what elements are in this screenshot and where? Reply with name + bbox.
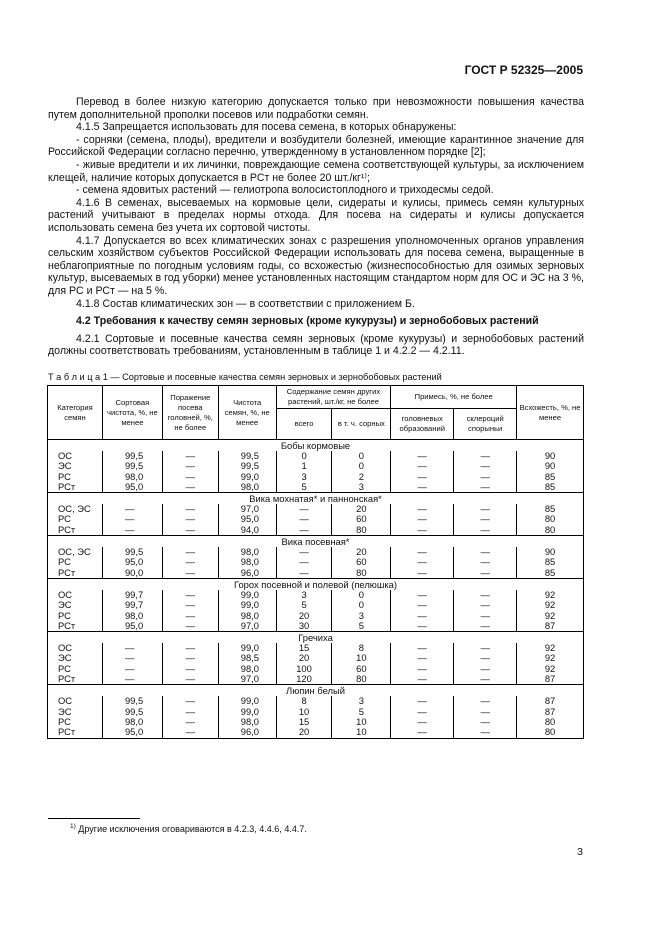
table-cell: РСт bbox=[48, 568, 103, 579]
table-row bbox=[48, 525, 584, 536]
table-cell: — bbox=[391, 590, 454, 600]
table-cell: 85 bbox=[517, 482, 584, 493]
table-cell: 99,5 bbox=[218, 461, 276, 471]
document-header: ГОСТ Р 52325—2005 bbox=[464, 63, 583, 77]
table-cell: РС bbox=[48, 557, 103, 567]
table-cell: — bbox=[162, 674, 218, 685]
table-row bbox=[48, 674, 584, 685]
table-cell: 10 bbox=[332, 717, 391, 727]
table-cell: — bbox=[454, 611, 517, 621]
table-cell: 0 bbox=[332, 461, 391, 471]
paragraph: 4.1.8 Состав климатических зон — в соответствии с приложением Б. bbox=[76, 297, 415, 310]
table-cell: 87 bbox=[517, 621, 584, 632]
table-cell: — bbox=[391, 611, 454, 621]
crop-name: Гречиха bbox=[48, 632, 584, 644]
header-varietal: Сортовая чистота, %, не менее bbox=[102, 386, 162, 440]
table-cell: ОС, ЭС bbox=[48, 504, 103, 514]
table-cell: — bbox=[162, 727, 218, 738]
table-cell: — bbox=[391, 482, 454, 493]
table-cell: — bbox=[162, 451, 218, 461]
table-cell: 0 bbox=[332, 600, 391, 610]
table-cell: 20 bbox=[276, 611, 332, 621]
table-cell: — bbox=[162, 472, 218, 482]
paragraph: 4.2.1 Сортовые и посевные качества семян зерновых (кроме кукурузы) и зернобобовых растений должны соответствовать требованиям, установленным в таблице 1 и 4.2.2 — 4.2.11. bbox=[48, 332, 584, 358]
table-cell: — bbox=[391, 504, 454, 514]
table-row bbox=[48, 482, 584, 493]
table-cell: — bbox=[454, 557, 517, 567]
table-cell: — bbox=[454, 600, 517, 610]
table-cell: — bbox=[454, 664, 517, 674]
footnote-divider bbox=[48, 818, 140, 819]
table-cell: — bbox=[162, 504, 218, 514]
table-cell: — bbox=[102, 674, 162, 685]
table-cell: — bbox=[102, 514, 162, 524]
table-cell: — bbox=[162, 482, 218, 493]
table-cell: 8 bbox=[276, 696, 332, 706]
table-cell: — bbox=[454, 525, 517, 536]
paragraph: 4.1.7 Допускается во всех климатических зонах с разрешения уполномоченных органов управления сельским хозяйством субъектов Российской Федерации использовать для посева семена, выращенные в неблагоприятные по погодным условиям годы, со всхожестью (жизнеспособностью для озимых зерновых культур, высеваемых в год уборки) менее установленных настоящим стандартом норм для ОС и ЭС на 3 %, для РС и РСт — на 5 %. bbox=[48, 234, 584, 297]
table-cell: 120 bbox=[276, 674, 332, 685]
table-cell: 92 bbox=[517, 611, 584, 621]
table-cell: — bbox=[162, 643, 218, 653]
section-heading: 4.2 Требования к качеству семян зерновых (кроме кукурузы) и зернобобовых растений bbox=[76, 315, 539, 328]
table-cell: — bbox=[102, 504, 162, 514]
table-cell: 3 bbox=[276, 472, 332, 482]
table-cell: 96,0 bbox=[218, 727, 276, 738]
table-cell: — bbox=[102, 525, 162, 536]
table-cell: 10 bbox=[332, 653, 391, 663]
table-cell: — bbox=[162, 514, 218, 524]
table-cell: 92 bbox=[517, 600, 584, 610]
table-cell: 97,0 bbox=[218, 621, 276, 632]
table-cell: — bbox=[454, 696, 517, 706]
table-cell: — bbox=[162, 557, 218, 567]
table-cell: 85 bbox=[517, 472, 584, 482]
table-cell: — bbox=[162, 653, 218, 663]
table-cell: 99,7 bbox=[102, 600, 162, 610]
table-cell: — bbox=[276, 568, 332, 579]
table-cell: — bbox=[391, 727, 454, 738]
table-cell: — bbox=[391, 600, 454, 610]
table-cell: 5 bbox=[332, 707, 391, 717]
table-cell: 15 bbox=[276, 643, 332, 653]
table-row bbox=[48, 727, 584, 738]
header-other-cultivated: в т. ч. сорных bbox=[332, 409, 391, 440]
table-cell: — bbox=[276, 557, 332, 567]
table-cell: 87 bbox=[517, 674, 584, 685]
table-cell: — bbox=[454, 461, 517, 471]
crop-name: Горох посевной и полевой (пелюшка) bbox=[48, 578, 584, 590]
table-cell: — bbox=[454, 590, 517, 600]
table-cell: — bbox=[162, 590, 218, 600]
table-cell: 87 bbox=[517, 707, 584, 717]
table-cell: — bbox=[276, 525, 332, 536]
table-cell: 98,0 bbox=[218, 717, 276, 727]
requirements-table bbox=[47, 385, 584, 739]
table-cell: — bbox=[162, 696, 218, 706]
table-cell: — bbox=[454, 674, 517, 685]
header-imp-sclero: склероций спорыньи bbox=[454, 409, 517, 440]
table-cell: ОС bbox=[48, 451, 103, 461]
table-cell: РСт bbox=[48, 727, 103, 738]
table-cell: 60 bbox=[332, 664, 391, 674]
footnote bbox=[70, 823, 307, 834]
table-cell: 98,0 bbox=[218, 557, 276, 567]
table-cell: 5 bbox=[276, 600, 332, 610]
crop-name: Вика мохнатая* и паннонская* bbox=[48, 493, 584, 505]
table-cell: — bbox=[162, 568, 218, 579]
table-cell: — bbox=[102, 643, 162, 653]
table-cell: 98,0 bbox=[218, 611, 276, 621]
table-cell: 3 bbox=[332, 611, 391, 621]
table-row bbox=[48, 568, 584, 579]
table-cell: — bbox=[162, 717, 218, 727]
table-cell: 20 bbox=[276, 653, 332, 663]
crop-name: Бобы кормовые bbox=[48, 440, 584, 452]
table-cell: 0 bbox=[276, 451, 332, 461]
table-cell: 3 bbox=[332, 696, 391, 706]
table-cell: 5 bbox=[332, 621, 391, 632]
table-cell: ОС bbox=[48, 643, 103, 653]
table-cell: — bbox=[391, 461, 454, 471]
table-cell: 60 bbox=[332, 514, 391, 524]
table-cell: 99,5 bbox=[218, 451, 276, 461]
table-cell: 95,0 bbox=[102, 482, 162, 493]
table-cell: — bbox=[162, 547, 218, 557]
paragraph: - семена ядовитых растений — гелиотропа волосистоплодного и триходесмы седой. bbox=[76, 184, 494, 197]
table-cell: ОС bbox=[48, 590, 103, 600]
table-cell: 94,0 bbox=[218, 525, 276, 536]
table-cell: 98,0 bbox=[218, 547, 276, 557]
table-cell: 99,5 bbox=[102, 451, 162, 461]
table-cell: 98,5 bbox=[218, 653, 276, 663]
table-cell: 0 bbox=[332, 590, 391, 600]
header-smut: Поражение посева головней, %, не более bbox=[162, 386, 218, 440]
paragraph: 4.1.6 В семенах, высеваемых на кормовые цели, сидераты и кулисы, примесь семян культурных растений учитывают в пределах нормы отхода. Для посева на сидераты и кулисы допускается использовать семена без учета их сортовой чистоты. bbox=[48, 196, 584, 234]
table-cell: — bbox=[454, 727, 517, 738]
table-cell: 2 bbox=[332, 472, 391, 482]
table-cell: ЭС bbox=[48, 600, 103, 610]
table-cell: — bbox=[391, 547, 454, 557]
header-category: Категория семян bbox=[48, 386, 103, 440]
table-cell: 95,0 bbox=[102, 557, 162, 567]
table-cell: 97,0 bbox=[218, 674, 276, 685]
table-row bbox=[48, 621, 584, 632]
table-cell: 85 bbox=[517, 504, 584, 514]
table-cell: 1 bbox=[276, 461, 332, 471]
paragraph: - живые вредители и их личинки, повреждающие семена соответствующей культуры, за исключением клещей, наличие которых допускается в РСт не более 20 шт./кг¹⁾; bbox=[48, 158, 584, 184]
table-cell: 20 bbox=[332, 504, 391, 514]
header-purity: Чистота семян, %, не менее bbox=[218, 386, 276, 440]
table-cell: — bbox=[391, 568, 454, 579]
crop-name: Вика посевная* bbox=[48, 536, 584, 548]
table-cell: РС bbox=[48, 717, 103, 727]
table-cell: — bbox=[454, 482, 517, 493]
table-cell: 10 bbox=[332, 727, 391, 738]
table-cell: 90 bbox=[517, 547, 584, 557]
header-other-seeds: Содержание семян других растений, шт./кг, не более bbox=[276, 386, 391, 409]
table-cell: 30 bbox=[276, 621, 332, 632]
table-cell: 95,0 bbox=[102, 727, 162, 738]
table-cell: — bbox=[391, 451, 454, 461]
table-cell: 10 bbox=[276, 707, 332, 717]
table-cell: 80 bbox=[332, 674, 391, 685]
table-cell: — bbox=[391, 621, 454, 632]
table-cell: РСт bbox=[48, 674, 103, 685]
table-cell: 97,0 bbox=[218, 504, 276, 514]
table-cell: РС bbox=[48, 611, 103, 621]
table-cell: 99,0 bbox=[218, 707, 276, 717]
table-cell: — bbox=[454, 717, 517, 727]
header-germination: Всхожесть, %, не менее bbox=[517, 386, 584, 440]
table-cell: — bbox=[391, 472, 454, 482]
table-cell: — bbox=[454, 451, 517, 461]
table-cell: — bbox=[454, 643, 517, 653]
table-caption: Т а б л и ц а 1 — Сортовые и посевные качества семян зерновых и зернобобовых растений bbox=[48, 372, 442, 382]
table-cell: — bbox=[454, 472, 517, 482]
table-cell: — bbox=[162, 525, 218, 536]
table-cell: 95,0 bbox=[102, 621, 162, 632]
table-cell: 98,0 bbox=[102, 472, 162, 482]
table-cell: РСт bbox=[48, 621, 103, 632]
table-cell: 92 bbox=[517, 664, 584, 674]
table-cell: 100 bbox=[276, 664, 332, 674]
table-cell: — bbox=[162, 611, 218, 621]
table-cell: 99,0 bbox=[218, 600, 276, 610]
table-cell: ОС bbox=[48, 696, 103, 706]
table-cell: — bbox=[162, 621, 218, 632]
table-cell: — bbox=[162, 664, 218, 674]
table-cell: 98,0 bbox=[218, 664, 276, 674]
table-cell: 99,5 bbox=[102, 547, 162, 557]
table-cell: 80 bbox=[332, 568, 391, 579]
table-cell: ЭС bbox=[48, 461, 103, 471]
table-body bbox=[48, 440, 584, 739]
body-text bbox=[48, 96, 584, 358]
table-cell: ОС, ЭС bbox=[48, 547, 103, 557]
table-cell: РС bbox=[48, 472, 103, 482]
table-cell: 98,0 bbox=[102, 611, 162, 621]
table-cell: 98,0 bbox=[102, 717, 162, 727]
crop-name: Люпин белый bbox=[48, 685, 584, 697]
table-cell: 85 bbox=[517, 568, 584, 579]
table-cell: 99,0 bbox=[218, 696, 276, 706]
table-cell: — bbox=[391, 557, 454, 567]
table-cell: 60 bbox=[332, 557, 391, 567]
paragraph: Перевод в более низкую категорию допускается только при невозможности повышения качества путем дополнительной прополки посевов или подработки семян. bbox=[48, 96, 584, 121]
table-cell: ЭС bbox=[48, 707, 103, 717]
table-cell: — bbox=[454, 514, 517, 524]
table-cell: — bbox=[162, 461, 218, 471]
table-cell: — bbox=[162, 707, 218, 717]
table-cell: 99,5 bbox=[102, 696, 162, 706]
table-cell: — bbox=[391, 653, 454, 663]
table-cell: РС bbox=[48, 664, 103, 674]
table-cell: — bbox=[454, 707, 517, 717]
table-cell: — bbox=[454, 504, 517, 514]
table-cell: — bbox=[454, 547, 517, 557]
header-imp-smut: головневых образований bbox=[391, 409, 454, 440]
table-cell: 98,0 bbox=[218, 482, 276, 493]
table-cell: 92 bbox=[517, 643, 584, 653]
table-cell: — bbox=[391, 696, 454, 706]
table-cell: ЭС bbox=[48, 653, 103, 663]
table-cell: 99,0 bbox=[218, 643, 276, 653]
table-cell: — bbox=[391, 525, 454, 536]
footnote-text: Другие исключения оговариваются в 4.2.3, 4.4.6, 4.4.7. bbox=[78, 824, 307, 834]
table-cell: — bbox=[391, 707, 454, 717]
table-cell: 90 bbox=[517, 451, 584, 461]
table-cell: 0 bbox=[332, 451, 391, 461]
table-cell: — bbox=[276, 547, 332, 557]
table-cell: 3 bbox=[332, 482, 391, 493]
table-cell: 3 bbox=[276, 590, 332, 600]
table-cell: — bbox=[391, 514, 454, 524]
table-cell: — bbox=[454, 568, 517, 579]
table-cell: 87 bbox=[517, 696, 584, 706]
table-cell: 99,5 bbox=[102, 707, 162, 717]
footnote-mark: 1) bbox=[70, 823, 76, 830]
table-cell: — bbox=[454, 653, 517, 663]
table-cell: — bbox=[162, 600, 218, 610]
table-cell: 90,0 bbox=[102, 568, 162, 579]
table-cell: 99,7 bbox=[102, 590, 162, 600]
table-cell: 80 bbox=[517, 525, 584, 536]
table-cell: — bbox=[102, 664, 162, 674]
table-cell: — bbox=[454, 621, 517, 632]
table-cell: РСт bbox=[48, 525, 103, 536]
table-cell: 80 bbox=[517, 727, 584, 738]
table-cell: 85 bbox=[517, 557, 584, 567]
table-cell: 99,0 bbox=[218, 472, 276, 482]
header-other-total: всего bbox=[276, 409, 332, 440]
table-cell: 20 bbox=[332, 547, 391, 557]
table-cell: — bbox=[391, 674, 454, 685]
table-cell: 80 bbox=[332, 525, 391, 536]
table-cell: — bbox=[391, 664, 454, 674]
table-cell: — bbox=[391, 643, 454, 653]
table-cell: 20 bbox=[276, 727, 332, 738]
table-cell: 92 bbox=[517, 590, 584, 600]
table-cell: 99,0 bbox=[218, 590, 276, 600]
table-cell: 5 bbox=[276, 482, 332, 493]
table-cell: 15 bbox=[276, 717, 332, 727]
table-cell: 96,0 bbox=[218, 568, 276, 579]
paragraph: 4.1.5 Запрещается использовать для посева семена, в которых обнаружены: bbox=[76, 121, 457, 134]
table-cell: — bbox=[102, 653, 162, 663]
table-cell: 80 bbox=[517, 717, 584, 727]
table-cell: 92 bbox=[517, 653, 584, 663]
table-cell: 8 bbox=[332, 643, 391, 653]
table-cell: — bbox=[276, 514, 332, 524]
paragraph: - сорняки (семена, плоды), вредители и возбудители болезней, имеющие карантинное значение для Российской Федерации согласно перечню, утвержденному в установленном порядке [2]; bbox=[48, 133, 584, 159]
table-cell: 95,0 bbox=[218, 514, 276, 524]
header-impurity: Примесь, %, не более bbox=[391, 386, 517, 409]
table-cell: 99,5 bbox=[102, 461, 162, 471]
table-cell: РСт bbox=[48, 482, 103, 493]
table-cell: 90 bbox=[517, 461, 584, 471]
table-cell: — bbox=[276, 504, 332, 514]
table-cell: — bbox=[391, 717, 454, 727]
page-number: 3 bbox=[577, 846, 583, 858]
table-cell: РС bbox=[48, 514, 103, 524]
table-cell: 80 bbox=[517, 514, 584, 524]
